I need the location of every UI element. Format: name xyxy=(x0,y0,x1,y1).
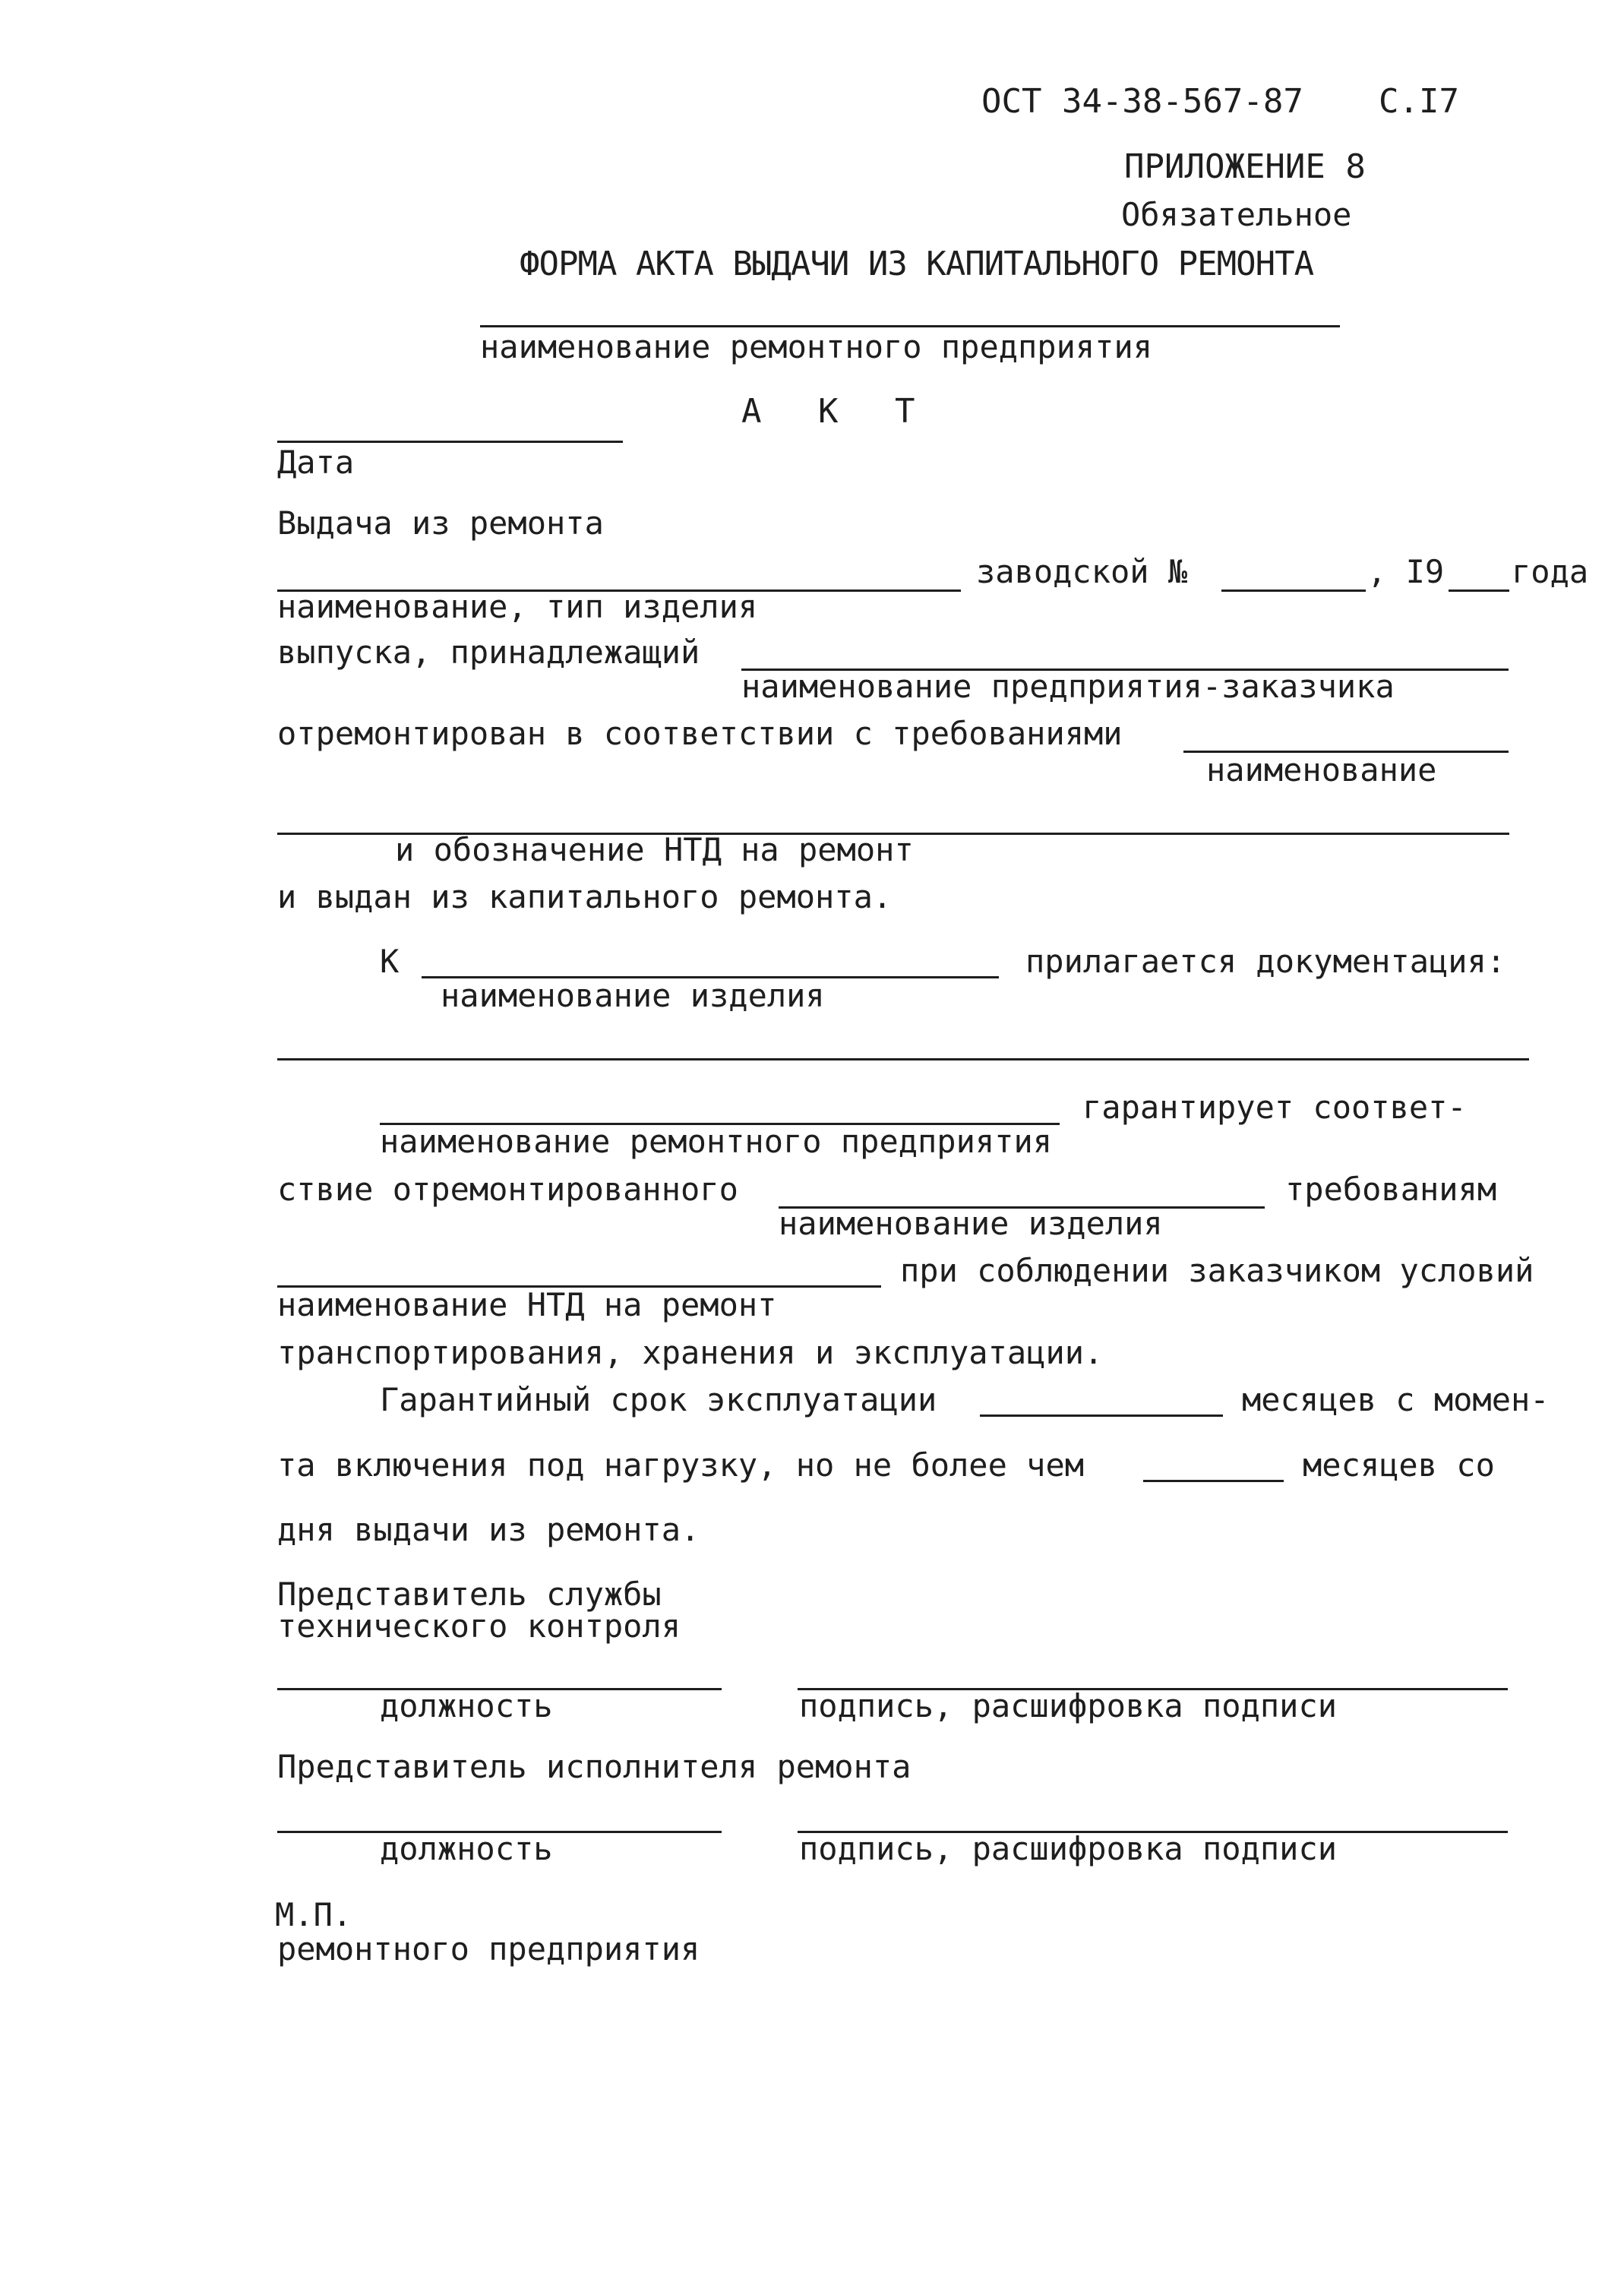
ntd-caption: и обозначение НТД на ремонт xyxy=(395,831,914,868)
conformity-caption: наименование изделия xyxy=(779,1205,1163,1242)
issue-day-line: дня выдачи из ремонта. xyxy=(277,1511,700,1548)
date-field[interactable] xyxy=(277,441,623,443)
warranty-label: Гарантийный срок эксплуатации xyxy=(380,1381,937,1418)
date-caption: Дата xyxy=(277,444,355,481)
enterprise-name-field[interactable] xyxy=(480,325,1340,327)
load-months-label: месяцев со xyxy=(1303,1446,1495,1484)
position-caption-2: должность xyxy=(380,1830,553,1867)
load-label: та включения под нагрузку, но не более чем xyxy=(277,1446,1085,1484)
conformity-label: ствие отремонтированного xyxy=(277,1171,738,1208)
seal-caption: ремонтного предприятия xyxy=(277,1930,700,1968)
document-number: ОСТ 34-38-567-87 xyxy=(981,82,1303,121)
attach-caption: наименование изделия xyxy=(441,977,825,1014)
attach-prefix: К xyxy=(380,943,400,980)
signature-caption-2: подпись, расшифровка подписи xyxy=(799,1830,1338,1867)
serial-number-label: заводской № xyxy=(976,553,1188,590)
guarantee-caption: наименование ремонтного предприятия xyxy=(380,1123,1053,1160)
product-caption: наименование, тип изделия xyxy=(277,588,758,625)
tech-control-line1: Представитель службы xyxy=(277,1576,662,1613)
guarantee-label: гарантирует соответ- xyxy=(1082,1089,1467,1126)
transport-line: транспортирования, хранения и эксплуатации. xyxy=(277,1334,1104,1371)
page-number: С.I7 xyxy=(1379,82,1459,121)
issued-line: и выдан из капитального ремонта. xyxy=(277,878,893,915)
year-field[interactable] xyxy=(1449,590,1509,592)
tech-control-line2: технического контроля xyxy=(277,1607,681,1645)
requirements-caption: наименование xyxy=(1206,751,1437,789)
warranty-months-label: месяцев с момен- xyxy=(1242,1381,1550,1418)
contractor-label: Представитель исполнителя ремонта xyxy=(277,1748,912,1785)
signature-caption-1: подпись, расшифровка подписи xyxy=(799,1687,1338,1724)
load-months-field[interactable] xyxy=(1143,1480,1284,1482)
conditions-label: при соблюдении заказчиком условий xyxy=(900,1252,1534,1289)
ntd-repair-caption: наименование НТД на ремонт xyxy=(277,1286,777,1323)
owner-label: выпуска, принадлежащий xyxy=(277,634,700,671)
year-suffix: года xyxy=(1512,553,1589,590)
documentation-field[interactable] xyxy=(277,1058,1529,1060)
attach-label: прилагается документация: xyxy=(1025,943,1506,980)
seal-label: М.П. xyxy=(275,1896,352,1933)
warranty-months-field[interactable] xyxy=(980,1414,1223,1417)
repaired-label: отремонтирован в соответствии с требованиями xyxy=(277,715,1123,752)
position-caption-1: должность xyxy=(380,1687,553,1724)
year-prefix: , I9 xyxy=(1367,553,1445,590)
act-title: А К Т xyxy=(741,392,934,431)
appendix-label: ПРИЛОЖЕНИЕ 8 xyxy=(1124,147,1366,186)
issue-label: Выдача из ремонта xyxy=(277,504,604,542)
serial-number-field[interactable] xyxy=(1221,590,1366,592)
customer-caption: наименование предприятия-заказчика xyxy=(741,668,1395,705)
requirements-label: требованиям xyxy=(1285,1171,1497,1208)
enterprise-name-caption: наименование ремонтного предприятия xyxy=(480,328,1153,365)
appendix-status: Обязательное xyxy=(1121,196,1352,233)
page-title: ФОРМА АКТА ВЫДАЧИ ИЗ КАПИТАЛЬНОГО РЕМОНТА xyxy=(520,245,1314,283)
